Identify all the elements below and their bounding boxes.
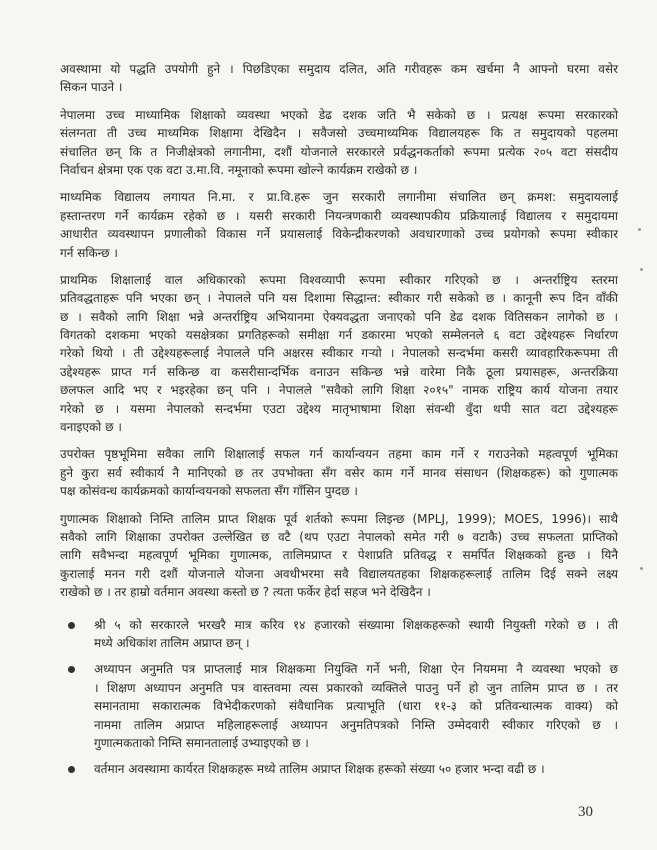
text-line: उपरोक्त पृष्ठभूमिमा सवैका लागि शिक्षालाई सफल गर्न कार्यान्वयन तहमा काम गर्ने र गराउनेको महत्वपूर्ण भूमिका — [60, 447, 618, 462]
text-line: अध्यापन अनुमति पत्र प्राप्तलाई मात्र शिक्षकमा नियुक्ति गर्ने भनी, शिक्षा ऐन नियममा नै व्यवस्था भएको छ — [94, 662, 618, 677]
text-line: गरेको थियो । ती उद्देश्यहरूलाई नेपालले पनि अक्षरस स्वीकार गर्‍यो । नेपालको सन्दर्भमा कसरी व्यावहारिकरूपमा ती — [60, 346, 618, 361]
text-line: विगतको दशकमा भएको यसक्षेत्रका प्रगतिहरूको समीक्षा गर्न डकारमा भएको सम्मेलनले ६ वटा उद्देश्यहरू निर्धारण — [60, 328, 618, 343]
text-line: । शिक्षण अध्यापन अनुमति पत्र वास्तवमा त्यस प्रकारको व्यक्तिले पाउनु पर्ने हो जुन तालिम प्राप्त छ । तर — [94, 680, 618, 695]
scan-speck — [640, 268, 643, 271]
text-line: संलग्नता ती उच्च माध्यमिक शिक्षामा देखिदैन । सवैजसो उच्चमाध्यमिक विद्यालयहरू कि त समुदायको पहलमा — [60, 126, 618, 141]
page-number: 30 — [578, 804, 593, 820]
text-line: गरेको छ । यसमा नेपालको सन्दर्भमा एउटा उद्देश्य मातृभाषामा शिक्षा संवन्धी वुँदा थपी सात वटा उद्देश्यहरू — [60, 401, 618, 416]
text-line: मध्ये अधिकांश तालिम अप्राप्त छन् । — [94, 635, 250, 650]
text-line: वनाइएको छ । — [60, 420, 122, 435]
text-line: अवस्थामा यो पद्धति उपयोगी हुने । पिछडिएका समुदाय दलित, अति गरीवहरू कम खर्चमा नै आफ्नो घरमा वसेर — [60, 62, 618, 76]
paragraph — [60, 188, 618, 262]
text-line: गुणात्मक शिक्षाको निम्ति तालिम प्राप्त शिक्षक पूर्व शर्तको रूपमा लिइन्छ (MPLJ, 1999); MOES, 1996)। साथै — [60, 511, 618, 526]
bullet-icon — [68, 622, 75, 629]
text-line: हस्तान्तरण गर्ने कार्यक्रम रहेको छ । यसरी सरकारी नियन्त्रणकारी व्यवस्थापकीय प्रक्रियालाई विद्यालय र समुदायमा — [60, 208, 618, 223]
text-line: नेपालमा उच्च माध्यामिक शिक्षाको व्यवस्था भएको डेढ दशक जति भै सकेको छ । प्रत्यक्ष रूपमा सरकारको — [60, 107, 618, 122]
text-line: कुरालाई मनन गरी दशौं योजनाले योजना अवधीभरमा सवै विद्यालयतहका शिक्षकहरूलाई तालिम दिई सक्ने लक्ष्य — [60, 566, 618, 581]
text-line: श्री ५ को सरकारले भरखरै मात्र करिव १४ हजारको संख्यामा शिक्षकहरूको स्थायी नियुक्ती गरेको छ । ती — [94, 617, 618, 632]
scan-speck — [640, 567, 643, 570]
text-line: निर्वाचन क्षेत्रमा एक एक वटा उ.मा.वि. नमूनाको रूपमा खोल्ने कार्यक्रम राखेको छ । — [60, 162, 418, 177]
paragraphs — [60, 60, 618, 602]
text-line: वर्तमान अवस्थामा कार्यरत शिक्षकहरू मध्ये तालिम अप्राप्त शिक्षक हरूको संख्या ५० हजार भन्दा वढी छ । — [94, 762, 545, 777]
bullet-list — [60, 616, 618, 779]
text-line: हुने कुरा सर्व स्वीकार्य नै मानिएको छ तर उपभोक्ता सँग वसेर काम गर्ने मानव संसाधन (शिक्षकहरू) को गुणात्मक — [60, 465, 618, 480]
text-line: उद्देश्यहरू प्राप्त गर्न सकिन्छ वा कसरीसान्दर्भिक वनाउन सकिन्छ भन्ने वारेमा निकै ठूला प्रयासहरू, अन्तरक्रिया — [60, 364, 618, 379]
text-line: लागि सवैभन्दा महत्वपूर्ण भूमिका गुणात्मक, तालिमप्राप्त र पेशाप्रति प्रतिवद्ध र समर्पित शिक्षकको हुन्छ । यिनै — [60, 548, 618, 563]
text-line: नाममा तालिम अप्राप्त महिलाहरूलाई अध्यापन अनुमतिपत्रको निम्ति उम्मेदवारी स्वीकार गरिएको छ । — [94, 717, 618, 732]
paragraph — [60, 271, 618, 437]
text-line: समानतामा सकारात्मक विभेदीकरणको संवैधानिक प्रत्याभूति (धारा ११-३ को प्रतिवन्धात्मक वाक्य) को — [94, 699, 618, 714]
text-line: संचालित छन् कि त निजीक्षेत्रको लगानीमा, दशौं योजनाले सरकारले प्रर्वद्धनकर्ताको रूपमा प्रत्येक २०५ वटा संसदीय — [60, 144, 618, 159]
text-line: सिकन पाउने । — [60, 80, 123, 95]
bullet-item — [60, 760, 618, 778]
text-line: सवैको लागि शिक्षाका उपरोक्त उल्लेखित छ वटै (थप एउटा नेपालको समेत गरी ७ वटाकै) उच्च सफलता प्राप्तिको — [60, 529, 618, 544]
paragraph — [60, 445, 618, 500]
text-line: आधारीत व्यवस्थापन प्रणालीको विकास गर्ने प्रयासलाई विकेन्द्रीकरणको अवधारणाको उच्च प्रयोगको रूपमा स्वीकार — [60, 227, 618, 242]
document-body — [60, 60, 618, 787]
scan-speck — [638, 228, 641, 231]
paragraph — [60, 106, 618, 180]
text-line: माध्यमिक विद्यालय लगायत नि.मा. र प्रा.वि.हरू जुन सरकारी लगानीमा संचालित छन् क्रमश: समुदायलाई — [60, 190, 618, 205]
text-line: गर्न सकिन्छ । — [60, 245, 118, 260]
text-line: छलफल आदि भए र भइरहेका छन् पनि । नेपालले "सवैको लागि शिक्षा २०१५" नामक राष्ट्रिय कार्य योजना तयार — [60, 383, 618, 398]
bullet-item — [60, 660, 618, 752]
text-line: राखेको छ । तर हाम्रो वर्तमान अवस्था कस्तो छ ? त्यता फर्केर हेर्दा सहज भने देखिदैन । — [60, 585, 431, 600]
text-line: छ । सवैको लागि शिक्षा भन्ने अन्तर्राष्ट्रिय अभियानमा ऐक्यवद्धता जनाएको पनि डेढ दशक वितिसकन लागेको छ । — [60, 309, 618, 324]
bullet-icon — [68, 666, 75, 673]
paragraph — [60, 510, 618, 602]
paragraph — [60, 60, 618, 97]
bullet-icon — [68, 766, 75, 773]
bullet-item — [60, 616, 618, 653]
text-line: प्रतिवद्धताहरू पनि भएका छन् । नेपालले पनि यस दिशामा सिद्धान्त: स्वीकार गरी सकेको छ । कानूनी रूप दिन वाँकी — [60, 291, 618, 306]
text-line: प्राथमिक शिक्षालाई वाल अधिकारको रूपमा विश्वव्यापी रूपमा स्वीकार गरिएको छ । अन्तर्राष्ट्रिय स्तरमा — [60, 272, 618, 287]
text-line: गुणात्मकताको निम्ति समानतालाई उभ्याइएको छ । — [94, 735, 309, 750]
text-line: पक्ष कोसंवन्ध कार्यक्रमको कार्यान्वयनको सफलता सँग गाँसिन पुग्दछ । — [60, 484, 358, 499]
